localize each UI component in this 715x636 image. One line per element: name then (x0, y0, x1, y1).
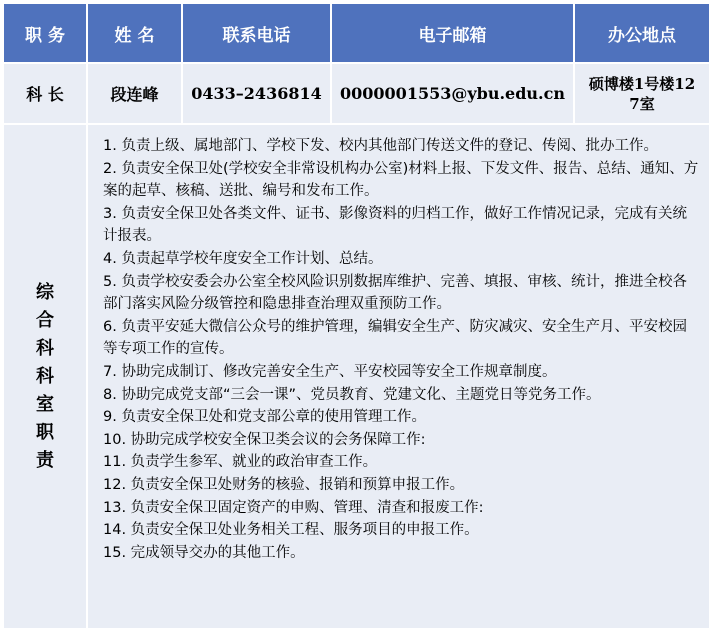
duty-item: 12. 负责安全保卫处财务的核验、报销和预算申报工作。 (103, 476, 465, 493)
duty-item: 8. 协助完成党支部“三会一课”、党员教育、党建文化、主题党日等党务工作。 (103, 386, 601, 403)
duty-item: 10. 协助完成学校安全保卫类会议的会务保障工作: (103, 431, 426, 448)
duty-item: 2. 负责安全保卫处(学校安全非常设机构办公室)材料上报、下发文件、报告、总结、通知、方案的起草、核稿、送批、编号和发布工作。 (103, 160, 699, 200)
duties-row (3, 124, 710, 629)
header-office: 办公地点 (574, 3, 710, 63)
duty-item: 9. 负责安全保卫处和党支部公章的使用管理工作。 (103, 409, 426, 426)
header-name: 姓 名 (87, 3, 182, 63)
header-position: 职 务 (3, 3, 87, 63)
duty-item: 1. 负责上级、属地部门、学校下发、校内其他部门传送文件的登记、传阅、批办工作。 (103, 138, 658, 154)
duty-item: 11. 负责学生参军、就业的政治审查工作。 (103, 454, 378, 471)
office-text: 硕博楼1号楼127室 (588, 74, 696, 113)
header-phone: 联系电话 (182, 3, 331, 63)
duty-item: 3. 负责安全保卫处各类文件、证书、影像资料的归档工作，做好工作情况记录，完成有关统计报表。 (103, 205, 687, 245)
info-row (3, 63, 710, 124)
duty-item: 4. 负责起草学校年度安全工作计划、总结。 (103, 250, 383, 267)
name-cell: 段连峰 (87, 63, 182, 124)
duty-item: 7. 协助完成制订、修改完善安全生产、平安校园等安全工作规章制度。 (103, 363, 557, 380)
duties-list (87, 124, 710, 629)
office-cell (574, 63, 710, 124)
duty-item: 14. 负责安全保卫处业务相关工程、服务项目的申报工作。 (103, 522, 479, 539)
duties-section-label-cell (3, 124, 87, 629)
responsibility-table (2, 2, 711, 630)
email-cell: 0000001553@ybu.edu.cn (331, 63, 574, 124)
header-row (3, 3, 710, 63)
duty-item: 6. 负责平安延大微信公众号的维护管理，编辑安全生产、防灾减灾、安全生产月、平安校园等专项工作的宣传。 (103, 318, 687, 358)
duty-item: 15. 完成领导交办的其他工作。 (103, 544, 305, 561)
duties-section-label: 综合科科室职责 (36, 281, 54, 471)
position-cell: 科 长 (3, 63, 87, 124)
header-email: 电子邮箱 (331, 3, 574, 63)
duty-item: 5. 负责学校安委会办公室全校风险识别数据库维护、完善、填报、审核、统计，推进全校各部门落实风险分级管控和隐患排查治理双重预防工作。 (103, 273, 687, 313)
duty-item: 13. 负责安全保卫固定资产的申购、管理、清查和报废工作: (103, 499, 484, 516)
phone-cell: 0433–2436814 (182, 63, 331, 124)
